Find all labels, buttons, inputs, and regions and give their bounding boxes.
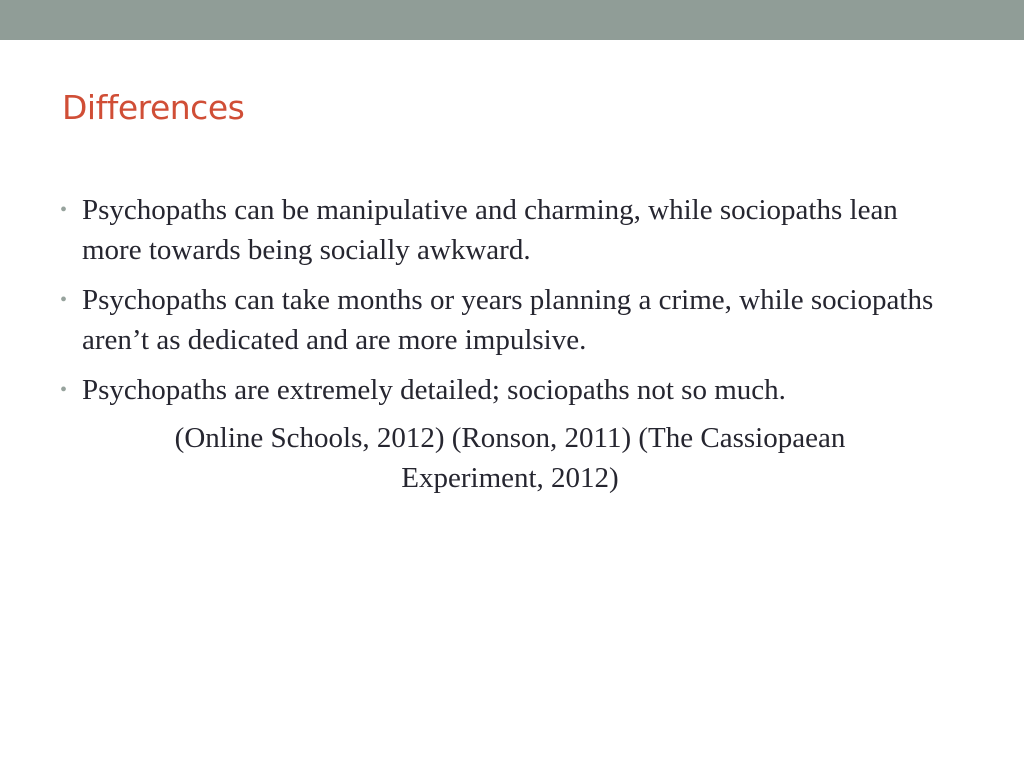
bullet-text: Psychopaths can take months or years planning a crime, while sociopaths aren’t as dedicated and are more impulsive. (82, 284, 934, 356)
slide-title: Differences (62, 88, 245, 127)
header-bar (0, 0, 1024, 40)
bullet-text: Psychopaths can be manipulative and charming, while sociopaths lean more towards being socially awkward. (82, 194, 898, 266)
bullet-icon: • (60, 289, 68, 311)
citation-line: Experiment, 2012) (401, 462, 619, 494)
bullet-icon: • (60, 379, 68, 401)
bullet-icon: • (60, 199, 68, 221)
citation-line: (Online Schools, 2012) (Ronson, 2011) (The Cassiopaean (174, 422, 846, 454)
citation (60, 418, 960, 498)
bullet-item (60, 190, 960, 270)
slide-body (60, 190, 960, 498)
bullet-text: Psychopaths are extremely detailed; sociopaths not so much. (82, 374, 786, 406)
bullet-item (60, 280, 960, 360)
bullet-item (60, 370, 960, 410)
